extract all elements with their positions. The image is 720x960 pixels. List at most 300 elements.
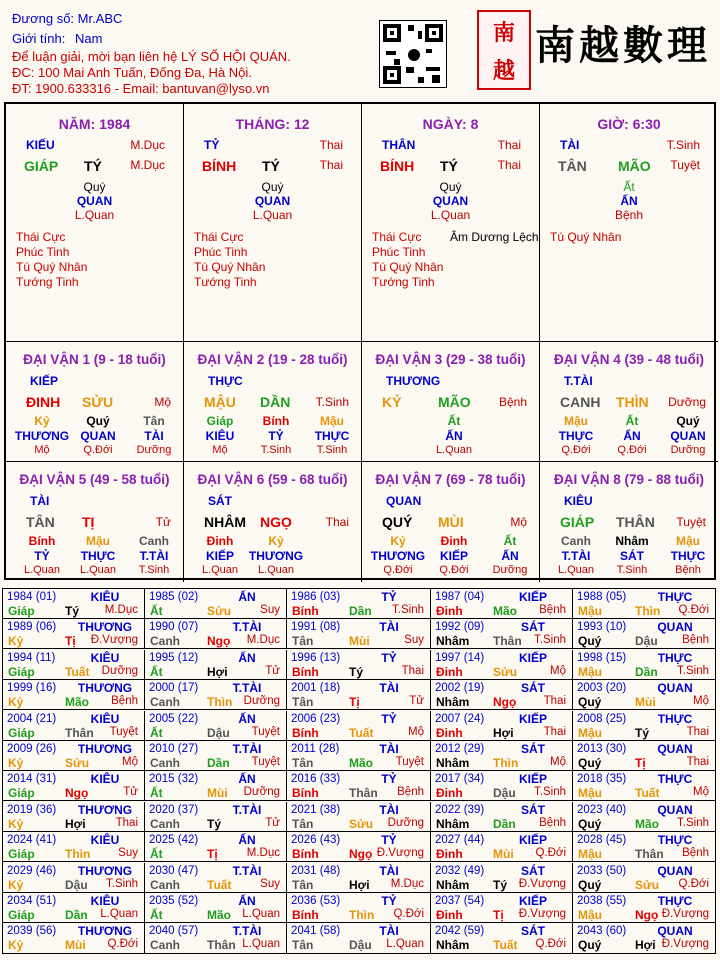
pillar-2 xyxy=(184,104,362,342)
header xyxy=(0,0,720,100)
pillar-hidden-god: ẤN xyxy=(620,194,638,208)
annual-ten-god: SÁT xyxy=(521,742,545,756)
annual-branch: Mão xyxy=(493,604,517,618)
luck-hidden-stage: Dưỡng xyxy=(670,444,706,456)
annual-stage: Q.Đới xyxy=(535,847,566,860)
annual-cell xyxy=(3,923,145,953)
annual-branch: Dần xyxy=(207,756,230,770)
annual-ten-god: TÀI xyxy=(379,681,399,696)
annual-year: 2042 (59) xyxy=(435,925,485,938)
annual-branch: Mão xyxy=(349,756,373,770)
luck-stem: ĐINH xyxy=(26,394,61,410)
luck-stage: Tử xyxy=(155,515,171,529)
annual-cell xyxy=(3,771,145,801)
annual-cell xyxy=(287,832,431,862)
luck-hidden-god: TÀI xyxy=(144,429,164,443)
pillar-stem: GIÁP xyxy=(24,158,59,174)
annual-branch: Tuất xyxy=(493,938,518,953)
pillar-stem-stage: T.Sinh xyxy=(666,138,700,152)
annual-cell xyxy=(573,893,715,923)
annual-branch: Sửu xyxy=(65,756,90,770)
annual-stem: Kỷ xyxy=(8,634,24,649)
luck-hidden-god: SÁT xyxy=(620,549,644,563)
annual-stem: Ất xyxy=(150,847,163,862)
annual-stage: Bệnh xyxy=(682,634,709,647)
annual-cell xyxy=(3,589,145,619)
annual-year: 1997 (14) xyxy=(435,651,485,664)
annual-branch: Sửu xyxy=(493,664,518,679)
annual-cell xyxy=(3,619,145,649)
annual-stem: Kỷ xyxy=(8,816,24,831)
annual-ten-god: THỰC xyxy=(657,894,693,908)
annual-year: 2014 (31) xyxy=(7,773,57,786)
luck-hidden-god: KIẾP xyxy=(439,549,468,563)
annual-cell xyxy=(573,589,715,619)
annual-year: 1985 (02) xyxy=(149,591,199,603)
pillar-hidden-stage: L.Quan xyxy=(252,208,293,222)
annual-stage: T.Sinh xyxy=(392,604,424,616)
luck-hidden-stem: Kỷ xyxy=(268,534,284,548)
annual-ten-god: THỰC xyxy=(657,650,693,665)
annual-stem: Bính xyxy=(292,908,319,922)
annual-year: 2031 (48) xyxy=(291,864,341,877)
luck-title: ĐẠI VẬN 1 (9 - 18 tuổi) xyxy=(23,352,166,367)
annual-branch: Mão xyxy=(635,816,659,831)
luck-hidden-stage: T.Sinh xyxy=(316,444,348,456)
annual-stage: Mộ xyxy=(693,786,709,799)
luck-ten-god: THƯƠNG xyxy=(386,374,441,388)
luck-branch: THÌN xyxy=(616,394,649,410)
luck-hidden-stem: Mậu xyxy=(564,414,588,428)
luck-hidden-stage: Q.Đới xyxy=(383,564,413,576)
annual-year: 2036 (53) xyxy=(291,895,341,907)
annual-stage: Tuyệt xyxy=(109,725,138,738)
annual-branch: Tuất xyxy=(349,725,374,740)
annual-year: 2009 (26) xyxy=(7,743,57,755)
annual-cell xyxy=(573,619,715,649)
annual-stem: Mậu xyxy=(578,725,602,740)
annual-year: 2025 (42) xyxy=(149,834,199,847)
annual-ten-god: KIẾP xyxy=(518,590,547,604)
luck-hidden-stem: Canh xyxy=(139,534,169,548)
luck-title: ĐẠI VẬN 6 (59 - 68 tuổi) xyxy=(197,472,348,487)
annual-stem: Bính xyxy=(292,725,319,740)
annual-stem: Mậu xyxy=(578,664,602,679)
annual-stage: Suy xyxy=(404,634,424,647)
luck-hidden-stem: Ất xyxy=(625,414,639,428)
annual-year: 2006 (23) xyxy=(291,712,341,725)
annual-cell xyxy=(145,771,287,801)
pillar-1 xyxy=(6,104,184,342)
annual-branch: Dậu xyxy=(493,786,516,801)
star-name: Tú Quý Nhân xyxy=(194,260,266,274)
annual-year: 2043 (60) xyxy=(577,925,627,938)
star-name: Tướng Tinh xyxy=(194,275,257,289)
luck-ten-god: THỰC xyxy=(208,374,243,388)
pillar-hidden-god: QUAN xyxy=(76,194,113,208)
annual-ten-god: TÀI xyxy=(379,620,399,635)
annual-cell xyxy=(573,771,715,801)
annual-ten-god: THƯƠNG xyxy=(77,742,133,756)
annual-cell xyxy=(573,711,715,741)
annual-branch: Ngọ xyxy=(635,908,659,922)
annual-stage: Bệnh xyxy=(111,695,138,708)
annual-year: 1994 (11) xyxy=(7,651,56,664)
luck-branch: DẦN xyxy=(260,394,291,410)
annual-year: 2001 (18) xyxy=(291,682,341,695)
annual-stem: Mậu xyxy=(578,908,602,922)
annual-cell xyxy=(145,923,287,953)
luck-hidden-stem: Ất xyxy=(447,414,461,428)
annual-stem: Nhâm xyxy=(436,695,470,710)
star-name: Phúc Tinh xyxy=(372,245,426,259)
annual-stage: M.Dục xyxy=(104,604,138,616)
annual-cell xyxy=(287,619,431,649)
luck-hidden-stem: Nhâm xyxy=(615,534,649,548)
brand-logo-text: 南越數理 xyxy=(535,22,711,69)
luck-stage: Mộ xyxy=(154,395,171,409)
luck-title: ĐẠI VẬN 2 (19 - 28 tuổi) xyxy=(197,352,348,367)
luck-title: ĐẠI VẬN 7 (69 - 78 tuổi) xyxy=(375,472,526,487)
luck-period-7 xyxy=(362,462,540,582)
annual-ten-god: QUAN xyxy=(657,681,693,696)
annual-ten-god: KIÊU xyxy=(90,894,120,908)
annual-stem: Tân xyxy=(292,877,314,892)
annual-year: 1999 (16) xyxy=(7,682,57,695)
annual-cell xyxy=(431,619,573,649)
luck-hidden-stage: Q.Đới xyxy=(561,444,591,456)
luck-hidden-stage: L.Quan xyxy=(79,564,117,576)
annual-stem: Bính xyxy=(292,847,319,862)
luck-hidden-stem: Ất xyxy=(503,534,517,548)
annual-cell xyxy=(431,802,573,832)
pillar-branch-stage: Tuyệt xyxy=(670,158,700,172)
annual-stage: Thai xyxy=(401,664,424,677)
luck-stage: Mộ xyxy=(510,515,527,529)
annual-year: 2015 (32) xyxy=(149,773,199,786)
annual-branch: Tuất xyxy=(207,877,232,892)
luck-stem: NHÂM xyxy=(204,514,246,530)
annual-cell xyxy=(287,711,431,741)
annual-branch: Thân xyxy=(207,938,236,953)
annual-stem: Giáp xyxy=(8,725,35,740)
star-name: Phúc Tinh xyxy=(16,245,70,259)
pillar-branch-stage: Thai xyxy=(497,158,521,172)
annual-branch: Tuất xyxy=(635,786,660,801)
annual-ten-god: TÀI xyxy=(379,742,399,756)
annual-ten-god: THƯƠNG xyxy=(77,924,133,939)
annual-year: 2032 (49) xyxy=(435,864,485,877)
pillar-stars xyxy=(16,230,87,290)
annual-stage: Bệnh xyxy=(539,604,566,616)
pillar-ten-god: TÀI xyxy=(560,138,580,152)
annual-branch: Sửu xyxy=(635,877,660,892)
annual-ten-god: THỰC xyxy=(657,590,693,604)
pillar-hidden-stage: L.Quan xyxy=(430,208,471,222)
annual-year: 2034 (51) xyxy=(7,895,57,907)
star-name: Thái Cực xyxy=(16,230,66,244)
annual-stem: Tân xyxy=(292,816,314,831)
annual-stem: Quý xyxy=(578,816,602,831)
pillar-ten-god: TỶ xyxy=(204,138,220,152)
annual-stem: Canh xyxy=(150,756,180,770)
luck-period-2 xyxy=(184,342,362,462)
annual-ten-god: QUAN xyxy=(657,620,693,635)
luck-hidden-stem: Canh xyxy=(561,534,591,548)
annual-cell xyxy=(3,650,145,680)
luck-title: ĐẠI VẬN 4 (39 - 48 tuổi) xyxy=(553,352,705,367)
annual-cell xyxy=(431,832,573,862)
annual-branch: Thân xyxy=(65,725,94,740)
annual-cell xyxy=(573,832,715,862)
annual-branch: Mão xyxy=(65,695,89,710)
luck-stem: TÂN xyxy=(26,514,55,530)
annual-ten-god: TÀI xyxy=(379,802,399,817)
pillar-stem: BÍNH xyxy=(202,158,237,174)
annual-branch: Ngọ xyxy=(349,847,373,862)
annual-stem: Ất xyxy=(150,786,163,801)
annual-year: 2019 (36) xyxy=(7,803,57,816)
pillar-branch-stage: Thai xyxy=(319,158,343,172)
luck-hidden-god: THƯƠNG xyxy=(370,549,426,563)
annual-stem: Quý xyxy=(578,877,602,892)
annual-cell xyxy=(3,863,145,893)
luck-hidden-god: T.TÀI xyxy=(139,549,169,563)
luck-hidden-stage: T.Sinh xyxy=(616,564,648,576)
annual-stage: L.Quan xyxy=(242,908,280,920)
annual-cell xyxy=(431,923,573,953)
annual-cell xyxy=(287,741,431,771)
pillar-stem: BÍNH xyxy=(380,158,415,174)
pillar-hidden-stage: Bệnh xyxy=(614,208,644,222)
annual-stage: Bệnh xyxy=(539,816,566,829)
annual-ten-god: QUAN xyxy=(657,863,693,878)
annual-stage: Tuyệt xyxy=(251,725,280,738)
annual-stage: Đ.Vượng xyxy=(376,847,424,860)
annual-branch: Tị xyxy=(349,695,360,710)
annual-stage: Mộ xyxy=(122,756,138,768)
annual-cell xyxy=(431,741,573,771)
luck-branch: TỊ xyxy=(82,514,95,530)
annual-cell xyxy=(573,863,715,893)
annual-branch: Sửu xyxy=(207,604,232,618)
qr-code-icon[interactable] xyxy=(379,20,447,88)
phone-email-line[interactable]: ĐT: 1900.633316 - Email: bantuvan@lyso.vn xyxy=(12,81,270,96)
luck-hidden-stem: Đinh xyxy=(206,534,234,548)
annual-stage: Đ.Vượng xyxy=(661,908,709,920)
annual-year: 2024 (41) xyxy=(7,834,57,847)
annual-stage: Đ.Vượng xyxy=(518,877,566,890)
annual-year: 2002 (19) xyxy=(435,682,485,695)
star-name: Thái Cực xyxy=(194,230,244,244)
annual-stem: Ất xyxy=(150,908,163,922)
luck-stem: QUÝ xyxy=(382,514,413,530)
annual-year: 2027 (44) xyxy=(435,834,485,847)
annual-branch: Hợi xyxy=(349,877,370,892)
annual-stage: Tuyệt xyxy=(251,756,280,768)
luck-ten-god: KIÊU xyxy=(564,494,593,508)
annual-stem: Quý xyxy=(578,634,602,649)
luck-ten-god: QUAN xyxy=(386,494,422,508)
annual-branch: Tuất xyxy=(65,664,90,679)
luck-hidden-stem: Mậu xyxy=(86,534,110,548)
luck-hidden-god: ẤN xyxy=(623,429,641,443)
logo-seal: 南 越 xyxy=(477,10,531,90)
annual-ten-god: SÁT xyxy=(521,924,545,939)
annual-stage: Q.Đới xyxy=(678,604,709,616)
annual-ten-god: THỰC xyxy=(657,772,693,787)
annual-stage: Dưỡng xyxy=(101,664,138,677)
annual-stage: Tuyệt xyxy=(395,756,424,768)
luck-hidden-stage: Bệnh xyxy=(675,564,701,576)
luck-hidden-stage: L.Quan xyxy=(435,444,473,456)
luck-ten-god: TÀI xyxy=(30,494,50,508)
luck-stage: Dưỡng xyxy=(668,395,706,409)
annual-stage: T.Sinh xyxy=(534,634,566,647)
annual-year: 1991 (08) xyxy=(291,621,341,634)
annual-year: 2041 (58) xyxy=(291,925,341,938)
luck-hidden-stage: Q.Đới xyxy=(83,444,113,456)
luck-branch: MÙI xyxy=(438,514,464,530)
luck-hidden-stem: Kỷ xyxy=(34,414,50,428)
luck-branch: NGỌ xyxy=(260,514,292,530)
annual-stage: Q.Đới xyxy=(678,877,709,890)
annual-branch: Dậu xyxy=(635,634,658,649)
luck-ten-god: T.TÀI xyxy=(564,374,593,388)
annual-ten-god: SÁT xyxy=(521,802,545,817)
luck-period-5 xyxy=(6,462,184,582)
annual-year: 2026 (43) xyxy=(291,834,341,847)
annual-ten-god: THƯƠNG xyxy=(77,863,133,878)
luck-stem: MẬU xyxy=(204,394,236,410)
annual-year: 1995 (12) xyxy=(149,651,199,664)
contact-line: Để luận giải, mời bạn liên hệ LÝ SỐ HỘI QUÁN. xyxy=(12,49,291,64)
annual-stem: Tân xyxy=(292,695,314,710)
annual-cell xyxy=(3,711,145,741)
annual-branch: Dậu xyxy=(65,877,88,892)
pillar-stars xyxy=(194,230,265,290)
annual-stage: Tử xyxy=(123,786,138,799)
annual-cell xyxy=(573,741,715,771)
luck-hidden-god: ẤN xyxy=(501,549,519,563)
annual-stem: Kỷ xyxy=(8,695,24,710)
annual-year: 2016 (33) xyxy=(291,773,341,786)
star-name: Tú Quý Nhân xyxy=(16,260,88,274)
pillar-3 xyxy=(362,104,540,342)
annual-stage: Bệnh xyxy=(682,847,709,860)
annual-ten-god: ẤN xyxy=(238,894,256,908)
luck-stem: GIÁP xyxy=(560,514,595,530)
luck-hidden-stage: Q.Đới xyxy=(617,444,647,456)
annual-branch: Tý xyxy=(349,664,364,679)
annual-cell xyxy=(573,923,715,953)
annual-cell xyxy=(145,680,287,710)
annual-cell xyxy=(3,741,145,771)
pillar-branch: TÝ xyxy=(262,158,280,174)
luck-hidden-god: KIÊU xyxy=(205,429,235,443)
annual-ten-god: QUAN xyxy=(657,802,693,817)
annual-year: 2005 (22) xyxy=(149,712,199,725)
annual-year: 2033 (50) xyxy=(577,864,627,877)
star-name: Tú Quý Nhân xyxy=(550,230,622,244)
pillar-stars xyxy=(550,230,621,245)
annual-ten-god: THỰC xyxy=(657,711,693,726)
annual-stage: Suy xyxy=(260,604,280,616)
pillar-4 xyxy=(540,104,718,342)
annual-ten-god: TÀI xyxy=(379,924,399,939)
annual-ten-god: KIẾP xyxy=(518,772,547,787)
annual-stage: Mộ xyxy=(550,756,566,768)
luck-branch: SỬU xyxy=(82,394,114,410)
annual-branch: Tý xyxy=(635,725,650,740)
annual-branch: Thìn xyxy=(493,756,519,770)
luck-period-3 xyxy=(362,342,540,462)
luck-hidden-stage: Dưỡng xyxy=(136,444,172,456)
annual-stage: Q.Đới xyxy=(107,938,138,951)
annual-stage: Dưỡng xyxy=(243,695,280,708)
annual-branch: Tý xyxy=(207,816,222,831)
luck-hidden-stage: L.Quan xyxy=(23,564,61,576)
annual-ten-god: ẤN xyxy=(238,650,256,665)
luck-ten-god: SÁT xyxy=(208,494,232,508)
annual-stem: Ất xyxy=(150,664,163,679)
annual-stage: Tử xyxy=(409,695,424,708)
annual-stem: Mậu xyxy=(578,604,602,618)
annual-branch: Ngọ xyxy=(207,634,231,649)
annual-ten-god: KIÊU xyxy=(90,650,120,665)
annual-stage: Tử xyxy=(265,664,280,677)
annual-stage: Thai xyxy=(543,725,566,738)
luck-period-6 xyxy=(184,462,362,582)
annual-year: 1987 (04) xyxy=(435,591,485,603)
luck-hidden-god: THỰC xyxy=(670,549,706,563)
annual-stem: Giáp xyxy=(8,786,35,801)
luck-hidden-god: THỰC xyxy=(558,429,594,443)
annual-cell xyxy=(287,893,431,923)
annual-stem: Bính xyxy=(292,786,319,801)
pillar-title: NGÀY: 8 xyxy=(422,116,479,132)
luck-hidden-stage: T.Sinh xyxy=(260,444,292,456)
annual-cell xyxy=(431,680,573,710)
annual-ten-god: KIÊU xyxy=(90,772,120,787)
annual-cell xyxy=(287,589,431,619)
annual-cell xyxy=(287,650,431,680)
luck-hidden-stem: Quý xyxy=(676,414,700,428)
annual-branch: Tị xyxy=(635,756,646,770)
annual-ten-god: THƯƠNG xyxy=(77,620,133,635)
annual-stem: Canh xyxy=(150,634,180,649)
annual-cell xyxy=(3,802,145,832)
annual-stem: Nhâm xyxy=(436,816,470,831)
annual-stage: M.Dục xyxy=(246,634,280,647)
annual-year: 2000 (17) xyxy=(149,682,199,695)
luck-hidden-stem: Kỷ xyxy=(390,534,406,548)
luck-hidden-god: QUAN xyxy=(670,429,706,443)
annual-ten-god: KIẾP xyxy=(518,650,547,665)
annual-stem: Đinh xyxy=(436,908,463,922)
annual-cell xyxy=(431,589,573,619)
annual-branch: Tị xyxy=(65,634,76,649)
annual-stem: Quý xyxy=(578,756,602,770)
annual-stem: Ất xyxy=(150,604,163,618)
luck-title: ĐẠI VẬN 3 (29 - 38 tuổi) xyxy=(375,352,526,367)
luck-title: ĐẠI VẬN 5 (49 - 58 tuổi) xyxy=(19,472,170,487)
annual-cell xyxy=(3,680,145,710)
luck-hidden-god: KIẾP xyxy=(205,549,234,563)
annual-ten-god: ẤN xyxy=(238,772,256,787)
annual-stem: Tân xyxy=(292,938,314,953)
annual-year: 2020 (37) xyxy=(149,803,199,816)
